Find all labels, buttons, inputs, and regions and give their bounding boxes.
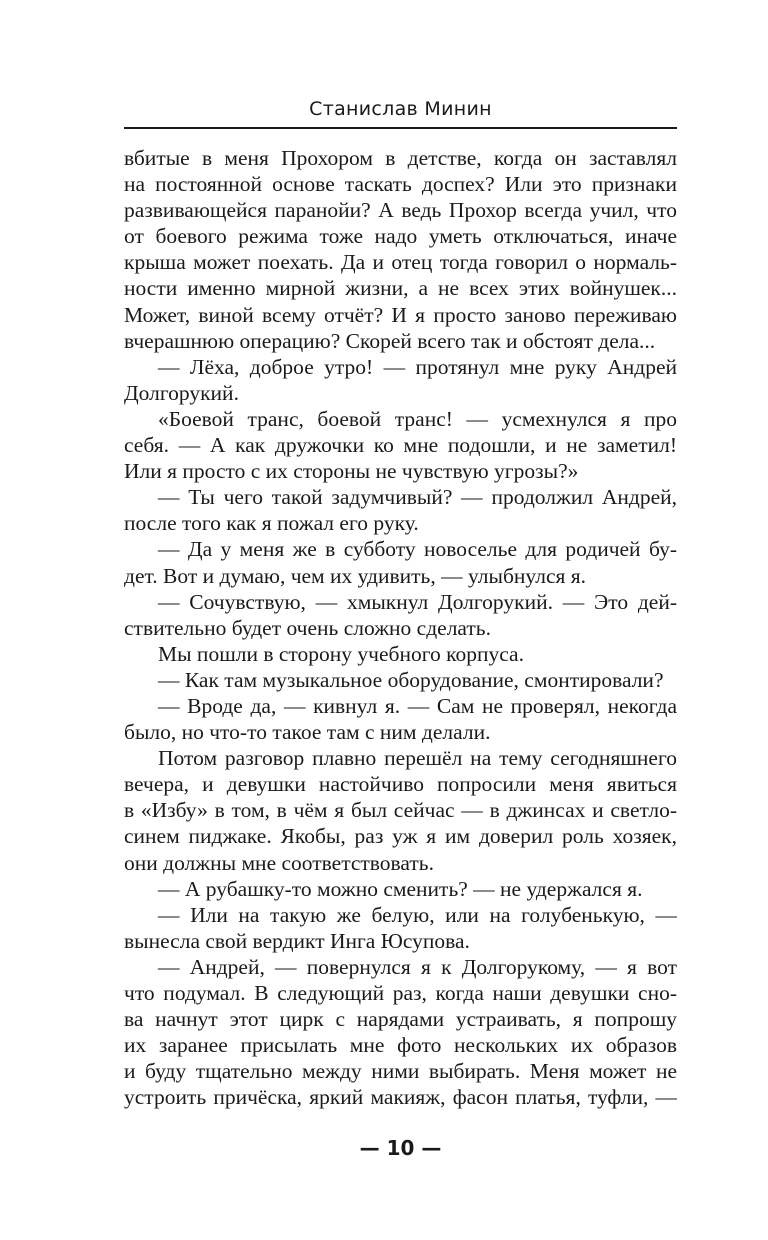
text-line: — Лёха, доброе утро! — протянул мне руку Андрей [158,354,677,379]
paragraph [124,876,677,902]
text-line: крыша может поехать. Да и отец тогда говорил о нормаль- [124,250,677,275]
text-line: Потом разговор плавно перешёл на тему сегодняшнего [158,746,677,771]
text-line: — Сочувствую, — хмыкнул Долгорукий. — Это дей- [158,589,677,614]
text-line: что подумал. В следующий раз, когда наши девушки сно- [124,981,677,1005]
paragraph [124,484,677,536]
paragraph [124,693,677,745]
text-line: вбитые в меня Прохором в детстве, когда он заставлял [124,146,677,170]
text-line: — А рубашку-то можно сменить? — не удержался я. [158,876,643,901]
page-number: — 10 — [359,1136,442,1160]
text-line: — Вроде да, — кивнул я. — Сам не проверял, некогда [158,693,677,718]
text-line: — Ты чего такой задумчивый? — продолжил Андрей, [158,485,677,510]
text-line: Мы пошли в сторону учебного корпуса. [158,641,524,666]
paragraph [124,954,677,1111]
text-line: они должны мне соответствовать. [124,850,434,875]
paragraph [124,641,677,667]
paragraph [124,145,677,354]
paragraph [124,354,677,406]
text-line: дет. Вот и думаю, чем их удивить, — улыбнулся я. [124,563,587,588]
text-line: в «Избу» в том, в чём я был сейчас — в джинсах и светло- [124,798,677,823]
text-line: Может, виной всему отчёт? И я просто заново переживаю [124,302,677,327]
paragraph [124,745,677,875]
text-line: — Как там музыкальное оборудование, смонтировали? [158,667,664,692]
text-line: себя. — А как дружочки ко мне подошли, и не заметил! [124,433,677,458]
text-line: было, но что-то такое там с ним делали. [124,720,491,745]
paragraph [124,536,677,588]
text-line: вчерашнюю операцию? Скорей всего так и обстоят дела... [124,328,656,353]
text-line: ности именно мирной жизни, а не всех этих войнушек... [124,276,677,301]
paragraph [124,406,677,484]
text-line: — Да у меня же в субботу новоселье для родичей бу- [158,537,677,562]
text-line: после того как я пожал его руку. [124,511,419,536]
text-line: — Или на такую же белую, или на голубенькую, — [158,902,677,927]
running-header-author: Станислав Минин [309,98,492,120]
text-line: ва начнут этот цирк с нарядами устраивать, я попрошу [124,1007,677,1032]
text-line: — Андрей, — повернулся я к Долгорукому, — я вот [158,954,677,979]
paragraph [124,902,677,954]
text-line: Долгорукий. [124,380,239,405]
text-line: развивающейся паранойи? А ведь Прохор всегда учил, что [124,198,677,223]
text-line: от боевого режима тоже надо уметь отключаться, иначе [124,224,677,249]
text-line: вечера, и девушки настойчиво попросили меня явиться [124,772,677,797]
body-text [124,145,677,1110]
text-line: Или я просто с их стороны не чувствую угрозы?» [124,459,579,484]
text-line: вынесла свой вердикт Инга Юсупова. [124,928,470,953]
text-line: и буду тщательно между ними выбирать. Меня может не [124,1059,677,1084]
paragraph [124,667,677,693]
paragraph [124,589,677,641]
header-rule [124,127,677,129]
text-line: на постоянной основе таскать доспех? Или это признаки [124,172,677,197]
text-line: устроить причёска, яркий макияж, фасон платья, туфли, — [124,1085,677,1110]
text-line: «Боевой транс, боевой транс! — усмехнулся я про [158,406,677,431]
text-line: ствительно будет очень сложно сделать. [124,615,491,640]
text-line: их заранее присылать мне фото нескольких их образов [124,1033,677,1058]
text-line: синем пиджаке. Якобы, раз уж я им доверил роль хозяек, [124,824,677,849]
